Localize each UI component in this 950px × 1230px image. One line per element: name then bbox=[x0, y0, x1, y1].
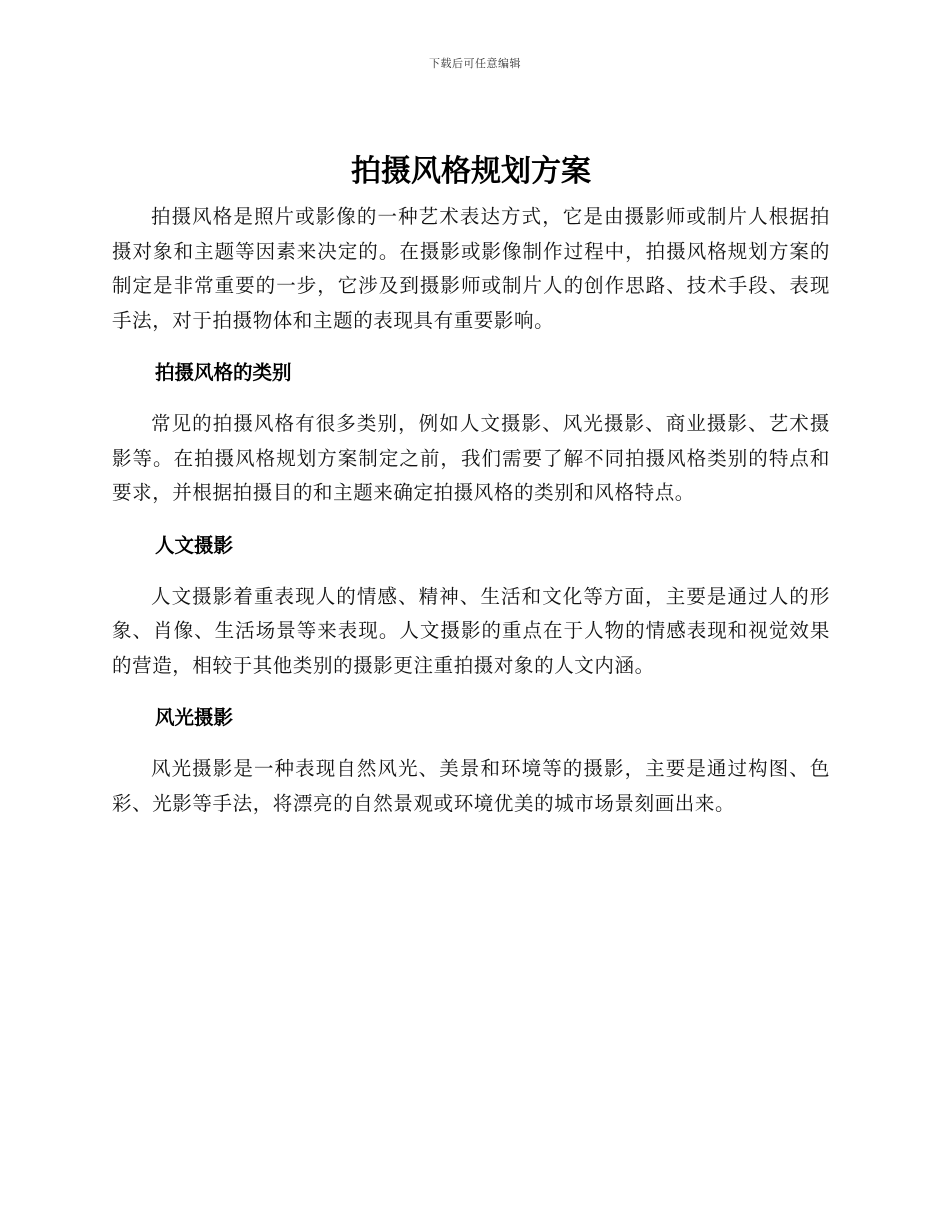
intro-paragraph: 拍摄风格是照片或影像的一种艺术表达方式，它是由摄影师或制片人根据拍摄对象和主题等因素来决定的。在摄影或影像制作过程中，拍摄风格规划方案的制定是非常重要的一步，它涉及到摄影师或制片人的创作思路、技术手段、表现手法，对于拍摄物体和主题的表现具有重要影响。 bbox=[112, 205, 830, 332]
landscape-paragraph: 风光摄影是一种表现自然风光、美景和环境等的摄影，主要是通过构图、色彩、光影等手法，将漂亮的自然景观或环境优美的城市场景刻画出来。 bbox=[112, 757, 830, 815]
section-heading-humanistic: 人文摄影 bbox=[155, 533, 234, 557]
humanistic-paragraph: 人文摄影着重表现人的情感、精神、生活和文化等方面，主要是通过人的形象、肖像、生活场景等来表现。人文摄影的重点在于人物的情感表现和视觉效果的营造，相较于其他类别的摄影更注重拍摄对象的人文内涵。 bbox=[112, 584, 830, 677]
section-heading-categories: 拍摄风格的类别 bbox=[155, 361, 292, 384]
document-title: 拍摄风格规划方案 bbox=[351, 154, 591, 189]
section-heading-landscape: 风光摄影 bbox=[155, 706, 234, 729]
header-note: 下载后可任意编辑 bbox=[429, 57, 521, 70]
categories-paragraph: 常见的拍摄风格有很多类别，例如人文摄影、风光摄影、商业摄影、艺术摄影等。在拍摄风格规划方案制定之前，我们需要了解不同拍摄风格类别的特点和要求，并根据拍摄目的和主题来确定拍摄风格的类别和风格特点。 bbox=[112, 412, 830, 504]
document-body bbox=[112, 150, 830, 821]
